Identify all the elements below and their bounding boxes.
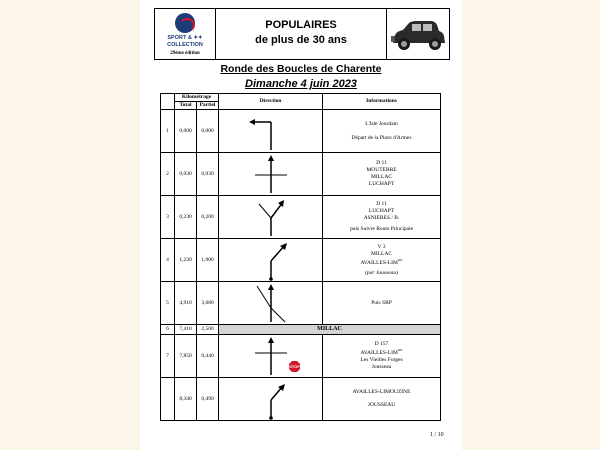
row-number bbox=[161, 378, 175, 421]
partial-km: 3,680 bbox=[197, 282, 219, 325]
info-header: Informations bbox=[323, 94, 441, 110]
total-header: Total bbox=[175, 102, 197, 110]
partial-km: 1,000 bbox=[197, 239, 219, 282]
bear-right-icon bbox=[219, 378, 323, 420]
info-cell: D 11 MOUTERRE MILLAC LUCHAPT bbox=[323, 153, 441, 196]
table-row bbox=[161, 196, 441, 239]
total-km: 7,850 bbox=[175, 335, 197, 378]
total-km: 0,030 bbox=[175, 153, 197, 196]
table-row bbox=[161, 153, 441, 196]
total-km: 0,230 bbox=[175, 196, 197, 239]
vintage-car-image bbox=[387, 9, 449, 59]
title-block bbox=[216, 9, 387, 59]
info-cell: Puis SRP bbox=[323, 282, 441, 325]
direction-diagram bbox=[219, 378, 323, 421]
total-km: 1,230 bbox=[175, 239, 197, 282]
page-number: 1 / 10 bbox=[430, 432, 444, 438]
direction-diagram bbox=[219, 110, 323, 153]
total-km: 8,340 bbox=[175, 378, 197, 421]
row-number: 5 bbox=[161, 282, 175, 325]
partial-km: 0,490 bbox=[197, 378, 219, 421]
partial-km: 0,440 bbox=[197, 335, 219, 378]
fork-right-icon bbox=[219, 196, 323, 238]
direction-diagram bbox=[219, 239, 323, 282]
partial-km: 0,000 bbox=[197, 110, 219, 153]
info-cell: V 3 MILLAC AVAILLES-$LIM^{NE}$ (par Jousseau) bbox=[323, 239, 441, 282]
roadbook-page bbox=[140, 0, 462, 450]
info-cell: D 11 LUCHAPT ASNIERES / B. puis Suivre Route Principale bbox=[323, 196, 441, 239]
edition-label: 29ème édition bbox=[170, 51, 200, 56]
info-cell: L'Isle Jourdain Départ de la Place d'Armes bbox=[323, 110, 441, 153]
turn-left-start-icon bbox=[219, 110, 323, 152]
partial-km: 0,200 bbox=[197, 196, 219, 239]
direction-diagram bbox=[219, 335, 323, 378]
main-subtitle: de plus de 30 ans bbox=[255, 34, 347, 46]
info-cell: AVAILLES-LIMOUZINE JOUSSEAU bbox=[323, 378, 441, 421]
km-header: Kilométrage bbox=[175, 94, 219, 102]
row-number: 2 bbox=[161, 153, 175, 196]
straight-with-left-branch-icon bbox=[219, 282, 323, 324]
stop-straight-icon bbox=[219, 335, 323, 377]
table-row bbox=[161, 110, 441, 153]
direction-diagram bbox=[219, 153, 323, 196]
straight-ahead-crossroads-icon bbox=[219, 153, 323, 195]
logo-text: SPORT & ✦✦ bbox=[167, 35, 203, 41]
table-row bbox=[161, 282, 441, 325]
village-row bbox=[161, 325, 441, 335]
row-number: 6 bbox=[161, 325, 175, 335]
rally-date: Dimanche 4 juin 2023 bbox=[245, 78, 357, 90]
row-number: 4 bbox=[161, 239, 175, 282]
table-row bbox=[161, 378, 441, 421]
village-name: MILLAC bbox=[219, 325, 441, 335]
roadbook-table bbox=[160, 93, 441, 421]
direction-diagram bbox=[219, 282, 323, 325]
event-logo bbox=[155, 9, 216, 59]
header-box bbox=[154, 8, 450, 60]
total-km: 4,910 bbox=[175, 282, 197, 325]
bear-right-icon bbox=[219, 239, 323, 281]
info-cell: D 157 AVAILLES-$LIM^{NE}$ Les Vieilles Forges Jousseau bbox=[323, 335, 441, 378]
partial-km: 2,500 bbox=[197, 325, 219, 335]
partial-header: Partiel bbox=[197, 102, 219, 110]
total-km: 7,410 bbox=[175, 325, 197, 335]
table-row bbox=[161, 335, 441, 378]
rally-name: Ronde des Boucles de Charente bbox=[220, 63, 382, 75]
total-km: 0,000 bbox=[175, 110, 197, 153]
row-number: 3 bbox=[161, 196, 175, 239]
direction-diagram bbox=[219, 196, 323, 239]
logo-text: COLLECTION bbox=[167, 42, 203, 48]
main-title: POPULAIRES bbox=[265, 19, 337, 31]
stop-sign-label: STOP bbox=[289, 364, 300, 370]
row-number: 1 bbox=[161, 110, 175, 153]
partial-km: 0,030 bbox=[197, 153, 219, 196]
row-number: 7 bbox=[161, 335, 175, 378]
direction-header: Direction bbox=[219, 94, 323, 110]
table-row bbox=[161, 239, 441, 282]
